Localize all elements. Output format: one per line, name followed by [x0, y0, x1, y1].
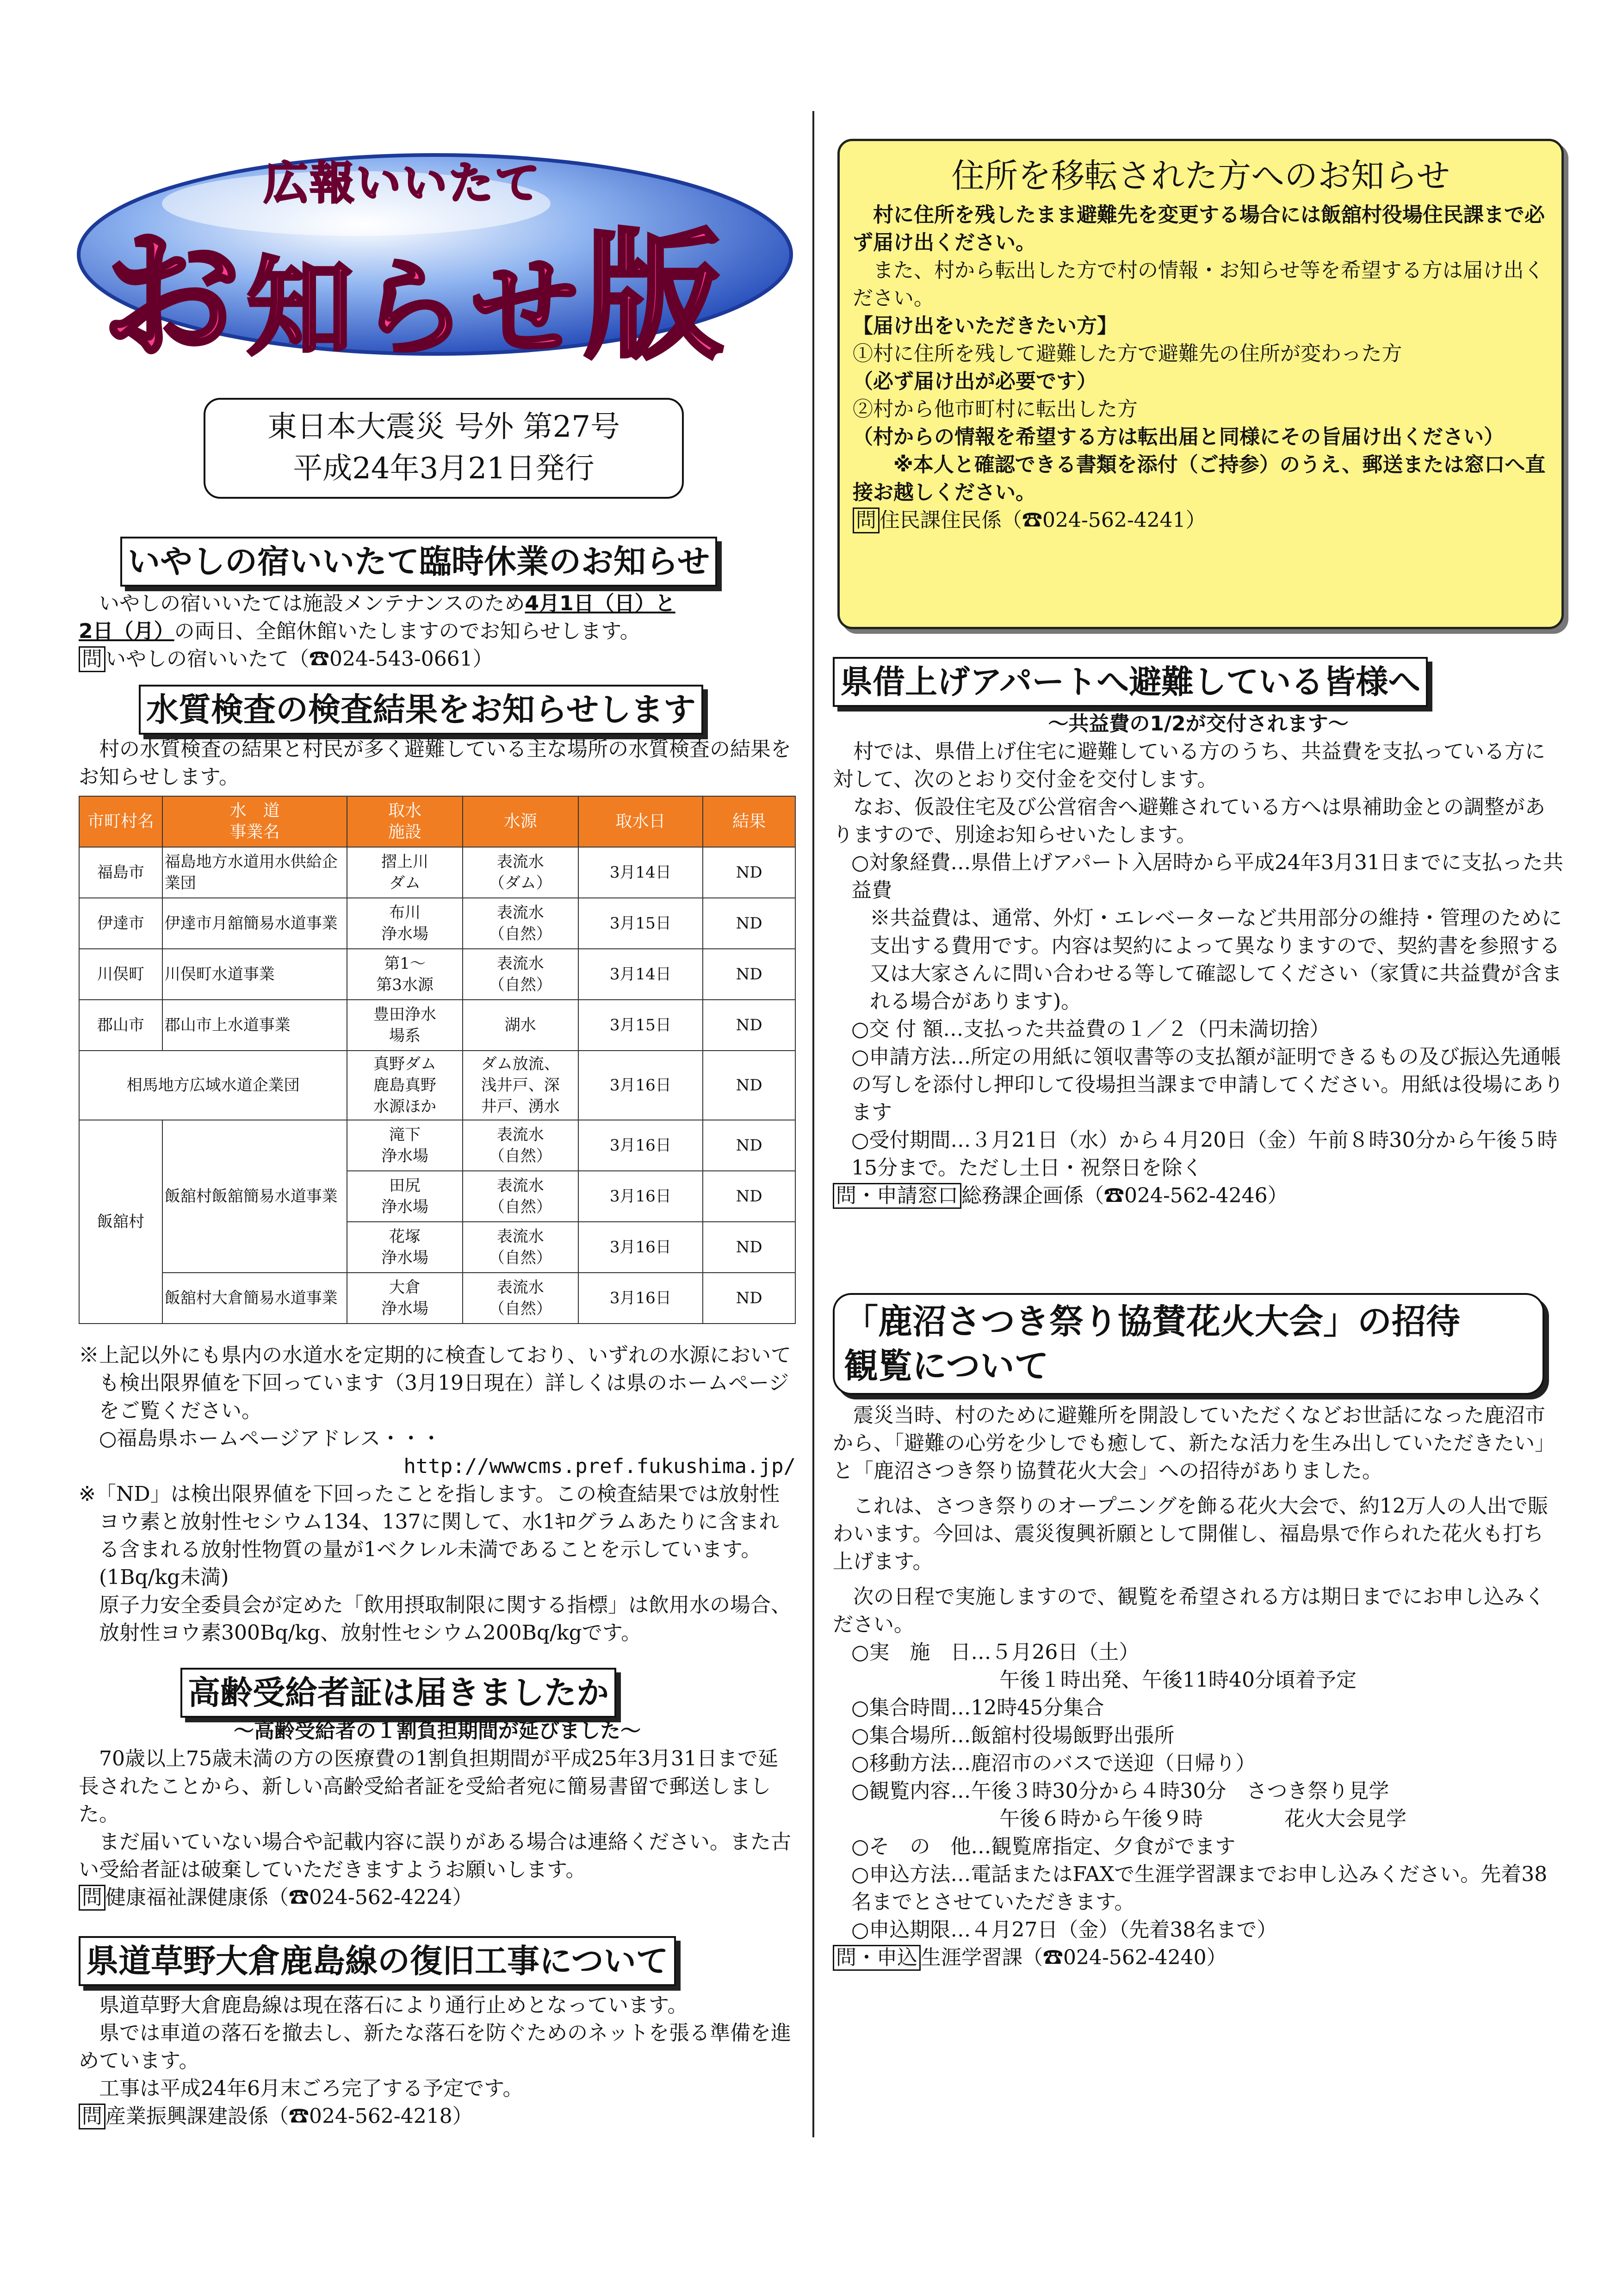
apartment-heading: 県借上げアパートへ避難している皆様へ — [833, 657, 1428, 707]
table-cell: ND — [703, 1051, 795, 1120]
table-cell: ND — [703, 1000, 795, 1051]
table-row — [79, 1120, 795, 1171]
header-business: 水 道 事業名 — [162, 796, 347, 847]
header-facility: 取水 施設 — [347, 796, 463, 847]
table-cell: 滝下 浄水場 — [347, 1120, 463, 1171]
table-cell: 飯舘村 — [79, 1120, 162, 1324]
table-cell: 郡山市上水道事業 — [162, 1000, 347, 1051]
table-cell: 3月15日 — [578, 898, 703, 949]
water-table — [79, 796, 796, 1324]
water-intro: 村の水質検査の結果と村民が多く避難している主な場所の水質検査の結果をお知らせします。 — [79, 737, 791, 789]
elderly-subtitle: ～高齢受給者の１割負担期間が延びました～ — [234, 1719, 641, 1743]
table-row — [79, 898, 795, 949]
table-cell: 伊達市月舘簡易水道事業 — [162, 898, 347, 949]
column-divider — [812, 111, 814, 2137]
table-cell: 3月16日 — [578, 1051, 703, 1120]
table-cell: 大倉 浄水場 — [347, 1273, 463, 1324]
road-heading: 県道草野大倉鹿島線の復旧工事について — [79, 1936, 676, 1986]
address-notice-box: 住所を移転された方へのお知らせ 村に住所を残したまま避難先を変更する場合には飯舘村役場住民課まで必ず届け出ください。 また、村から転出した方で村の情報・お知らせ等を希望する方は届け出ください。 【届け出をいただきたい方】 ①村に住所を残して避難した方で避難先の住所が変わった方 （必ず届け出が必要です） ②村から他市町村に転出した方 （村からの情報を希望する方は転出届と同様にその旨届け出ください） ※本人と確認できる書類を添付（ご持参）のうえ、郵送または窓口へ直接お越しください。 問 住民課住民係（☎024-562-4241） — [837, 139, 1564, 629]
fireworks-heading: 「鹿沼さつき祭り協賛花火大会」の招待 観覧について — [833, 1293, 1544, 1395]
apartment-contact: 問・申請窓口 総務課企画係（☎024-562-4246） — [833, 1182, 1564, 1210]
table-cell: ダム放流、 浅井戸、深 井戸、湧水 — [463, 1051, 578, 1120]
iyashi-heading: いやしの宿いいたて臨時休業のお知らせ — [120, 537, 717, 587]
table-cell: 3月16日 — [578, 1222, 703, 1273]
logo-char-o: お — [102, 216, 241, 378]
table-cell: 第1～ 第3水源 — [347, 949, 463, 1000]
apartment-body: ～共益費の1/2が交付されます～ 村では、県借上げ住宅に避難している方のうち、共益費を支払っている方に対して、次のとおり交付金を交付します。 なお、仮設住宅及び公営宿舎へ避難されている方へは県補助金との調整がありますので、別途お知らせいたします。 ○対象経費…県借上げアパート入居時から平成24年3月31日までに支払った共益費 ※共益費は、通常、外灯・エレベーターなど共用部分の維持・管理のために支出する費用です。内容は契約によって異なりますので、契約書を参照する又は大家さんに問い合わせる等して確認してください（家賃に共益費が含まれる場合があります)。 ○交 付 額…支払った共益費の１／２（円未満切捨） ○申請方法…所定の用紙に領収書等の支払額が証明できるもの及び振込先通帳の写しを添付し押印して役場担当課まで申請してください。用紙は役場にあります ○受付期間…３月21日（水）から４月20日（金）午前８時30分から午後５時15分まで。ただし土日・祝祭日を除く 問・申請窓口 総務課企画係（☎024-562-4246） — [833, 710, 1564, 1210]
masthead-logo — [69, 139, 800, 378]
table-row — [79, 1051, 795, 1120]
table-cell: 相馬地方広域水道企業団 — [79, 1051, 347, 1120]
water-note-2: ※「ND」は検出限界値を下回ったことを指します。この検査結果では放射性ヨウ素と放射性セシウム134、137に関して、水1ｷﾛグラムあたりに含まれる含まれる放射性物質の量が1ベクレル未満であることを示しています。(1Bq/kg未満) — [79, 1482, 780, 1589]
fireworks-contact: 問・申込 生涯学習課（☎024-562-4240） — [833, 1944, 1564, 1972]
water-note-1: ※上記以外にも県内の水道水を定期的に検査しており、いずれの水源においても検出限界値を下回っています（3月19日現在）詳しくは県のホームページをご覧ください。 — [79, 1343, 791, 1423]
table-row — [79, 1273, 795, 1324]
fireworks-body: 震災当時、村のために避難所を開設していただくなどお世話になった鹿沼市から、「避難の心労を少しでも癒して、新たな活力を生み出していただきたい」と「鹿沼さつき祭り協賛花火大会」への招待がありました。 これは、さつき祭りのオープニングを飾る花火大会で、約12万人の人出で賑わいます。今回は、震災復興祈願として開催し、福島県で作られた花火も打ち上げます。 次の日程で実施しますので、観覧を希望される方は期日までにお申し込みください。 ○実 施 日…５月26日（土） 午後１時出発、午後11時40分頃着予定 ○集合時間…12時45分集合 ○集合場所…飯舘村役場飯野出張所 ○移動方法…鹿沼市のバスで送迎（日帰り） ○観覧内容…午後３時30分から４時30分 さつき祭り見学 午後６時から午後９時 花火大会見学 ○そ の 他…観覧席指定、夕食がでます ○申込方法…電話またはFAXで生涯学習課までお申し込みください。先着38名までとさせていただきます。 ○申込期限…４月27日（金）（先着38名まで） 問・申込 生涯学習課（☎024-562-4240） — [833, 1402, 1564, 1972]
header-town: 市町村名 — [79, 796, 162, 847]
water-notes: ※上記以外にも県内の水道水を定期的に検査しており、いずれの水源においても検出限界値を下回っています（3月19日現在）詳しくは県のホームページをご覧ください。 ○福島県ホームページアドレス・・・ http://wwwcms.pref.fukushima.jp/ ※「ND」は検出限界値を下回ったことを指します。この検査結果では放射性ヨウ素と放射性セシウム134、137に関して、水1ｷﾛグラムあたりに含まれる含まれる放射性物質の量が1ベクレル未満であることを示しています。(1Bq/kg未満) 原子力安全委員会が定めた「飲用摂取制限に関する指標」は飲用水の場合、放射性ヨウ素300Bq/kg、放射性セシウム200Bq/kgです。 — [79, 1342, 796, 1647]
iyashi-contact: 問 いやしの宿いいたて（☎024-543-0661） — [79, 645, 796, 673]
table-cell: ND — [703, 847, 795, 898]
elderly-contact: 問 健康福祉課健康係（☎024-562-4224） — [79, 1884, 796, 1912]
elderly-heading: 高齢受給者証は届きましたか — [180, 1668, 616, 1718]
table-cell: 表流水 （自然） — [463, 1222, 578, 1273]
table-cell: 田尻 浄水場 — [347, 1171, 463, 1222]
table-cell: 福島地方水道用水供給企業団 — [162, 847, 347, 898]
table-cell: 福島市 — [79, 847, 162, 898]
table-cell: ND — [703, 898, 795, 949]
road-body: 県道草野大倉鹿島線は現在落石により通行止めとなっています。 県では車道の落石を撤去し、新たな落石を防ぐためのネットを張る準備を進めています。 工事は平成24年6月末ごろ完了する予定です。 問 産業振興課建設係（☎024-562-4218） — [79, 1992, 796, 2130]
table-cell: ND — [703, 949, 795, 1000]
pref-url-link[interactable]: http://wwwcms.pref.fukushima.jp/ — [403, 1454, 796, 1478]
water-note-3: 原子力安全委員会が定めた「飲用摂取制限に関する指標」は飲用水の場合、放射性ヨウ素300Bq/kg、放射性セシウム200Bq/kgです。 — [99, 1593, 791, 1645]
table-cell: 川俣町水道事業 — [162, 949, 347, 1000]
table-cell: 真野ダム 鹿島真野 水源ほか — [347, 1051, 463, 1120]
table-cell: 飯舘村飯舘簡易水道事業 — [162, 1120, 347, 1273]
table-cell: 3月15日 — [578, 1000, 703, 1051]
table-cell: 3月14日 — [578, 847, 703, 898]
table-cell: 3月14日 — [578, 949, 703, 1000]
table-cell: 布川 浄水場 — [347, 898, 463, 949]
closed-date-1: 4月1日（日）と — [525, 592, 675, 615]
table-cell: 3月16日 — [578, 1120, 703, 1171]
logo-char-ra: ら — [359, 247, 466, 370]
table-cell: 川俣町 — [79, 949, 162, 1000]
address-contact: 問 住民課住民係（☎024-562-4241） — [853, 507, 1549, 534]
table-cell: 表流水 （ダム） — [463, 847, 578, 898]
logo-char-se: せ — [471, 247, 578, 370]
issue-box — [204, 398, 684, 499]
table-cell: 表流水 （自然） — [463, 1120, 578, 1171]
table-cell: 表流水 （自然） — [463, 1171, 578, 1222]
table-cell: 摺上川 ダム — [347, 847, 463, 898]
logo-subtitle: 広報いいたて — [264, 157, 541, 209]
table-cell: 3月16日 — [578, 1273, 703, 1324]
logo-char-han: 版 — [584, 216, 723, 378]
table-cell: 豊田浄水 場系 — [347, 1000, 463, 1051]
table-row — [79, 949, 795, 1000]
logo-title — [102, 185, 723, 384]
water-heading: 水質検査の検査結果をお知らせします — [139, 685, 703, 735]
issue-number: 東日本大震災 号外 第27号 — [267, 410, 620, 444]
table-cell: 伊達市 — [79, 898, 162, 949]
table-cell: 郡山市 — [79, 1000, 162, 1051]
elderly-body: ～高齢受給者の１割負担期間が延びました～ 70歳以上75歳未満の方の医療費の1割負担期間が平成25年3月31日まで延長されたことから、新しい高齢受給者証を受給者宛に簡易書留で郵送しました。 まだ届いていない場合や記載内容に誤りがある場合は連絡ください。また古い受給者証は破棄していただきますようお願いします。 問 健康福祉課健康係（☎024-562-4224） — [79, 1717, 796, 1912]
logo-char-chi: 知 — [247, 247, 353, 370]
iyashi-body: いやしの宿いいたては施設メンテナンスのため4月1日（日）と 2日（月）の両日、全館休館いたしますのでお知らせします。 問 いやしの宿いいたて（☎024-543-0661） — [79, 590, 796, 673]
header-date: 取水日 — [578, 796, 703, 847]
table-cell: 表流水 （自然） — [463, 898, 578, 949]
table-cell: ND — [703, 1273, 795, 1324]
table-cell: 3月16日 — [578, 1171, 703, 1222]
address-title: 住所を移転された方へのお知らせ — [951, 156, 1450, 195]
road-contact: 問 産業振興課建設係（☎024-562-4218） — [79, 2103, 796, 2130]
table-cell: 飯舘村大倉簡易水道事業 — [162, 1273, 347, 1324]
table-cell: 花塚 浄水場 — [347, 1222, 463, 1273]
issue-date: 平成24年3月21日発行 — [293, 452, 595, 486]
table-cell: 表流水 （自然） — [463, 1273, 578, 1324]
table-cell: 表流水 （自然） — [463, 949, 578, 1000]
table-row — [79, 1000, 795, 1051]
table-cell: ND — [703, 1222, 795, 1273]
header-result: 結果 — [703, 796, 795, 847]
table-cell: 湖水 — [463, 1000, 578, 1051]
apartment-subtitle: ～共益費の1/2が交付されます～ — [1048, 712, 1349, 736]
table-row — [79, 847, 795, 898]
table-cell: ND — [703, 1171, 795, 1222]
header-source: 水源 — [463, 796, 578, 847]
closed-date-2: 2日（月） — [79, 619, 174, 643]
table-cell: ND — [703, 1120, 795, 1171]
